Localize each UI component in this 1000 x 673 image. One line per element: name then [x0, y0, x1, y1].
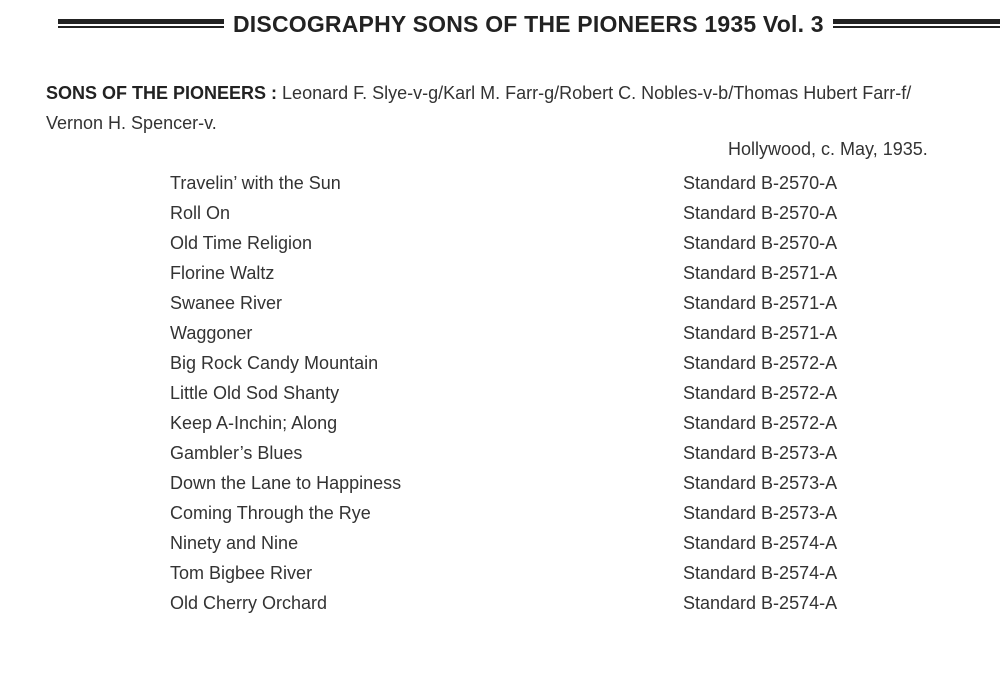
- track-issue: Standard B-2571-A: [683, 262, 838, 283]
- track-row: [170, 438, 870, 468]
- track-issue: Standard B-2574-A: [683, 532, 838, 553]
- track-row: [170, 498, 870, 528]
- track-row: [170, 258, 870, 288]
- track-row: [170, 228, 870, 258]
- track-row: [170, 558, 870, 588]
- track-title: Little Old Sod Shanty: [170, 382, 340, 403]
- track-issue: Standard B-2570-A: [683, 172, 838, 193]
- track-row: [170, 588, 870, 618]
- header-rule-right: [833, 18, 1000, 30]
- track-issue: Standard B-2572-A: [683, 382, 838, 403]
- session-location-date: Hollywood, c. May, 1935.: [728, 139, 928, 159]
- track-title: Big Rock Candy Mountain: [170, 352, 379, 373]
- members-line-1: Leonard F. Slye-v-g/Karl M. Farr-g/Robert C. Nobles-v-b/Thomas Hubert Farr-f/: [282, 83, 912, 103]
- track-title: Ninety and Nine: [170, 532, 299, 553]
- track-issue: Standard B-2572-A: [683, 412, 838, 433]
- track-issue: Standard B-2571-A: [683, 322, 838, 343]
- track-title: Waggoner: [170, 322, 253, 343]
- personnel-block: [46, 78, 946, 138]
- track-issue: Standard B-2571-A: [683, 292, 838, 313]
- track-title: Swanee River: [170, 292, 283, 313]
- track-title: Travelin’ with the Sun: [170, 172, 341, 193]
- group-name: SONS OF THE PIONEERS :: [46, 83, 278, 103]
- track-row: [170, 288, 870, 318]
- track-title: Gambler’s Blues: [170, 442, 303, 463]
- track-issue: Standard B-2570-A: [683, 202, 838, 223]
- track-title: Down the Lane to Happiness: [170, 472, 402, 493]
- track-title: Old Cherry Orchard: [170, 592, 328, 613]
- header-rule-left: [58, 18, 224, 30]
- track-issue: Standard B-2573-A: [683, 442, 838, 463]
- track-issue: Standard B-2574-A: [683, 562, 838, 583]
- page-header: [58, 6, 1000, 42]
- members-line-2: Vernon H. Spencer-v.: [46, 113, 217, 133]
- track-row: [170, 348, 870, 378]
- track-title: Roll On: [170, 202, 231, 223]
- track-issue: Standard B-2573-A: [683, 502, 838, 523]
- track-title: Tom Bigbee River: [170, 562, 313, 583]
- track-issue: Standard B-2572-A: [683, 352, 838, 373]
- track-issue: Standard B-2574-A: [683, 592, 838, 613]
- track-row: [170, 168, 870, 198]
- track-issue: Standard B-2570-A: [683, 232, 838, 253]
- track-row: [170, 318, 870, 348]
- track-title: Coming Through the Rye: [170, 502, 371, 523]
- page-title: DISCOGRAPHY SONS OF THE PIONEERS 1935 Vol. 3: [233, 10, 824, 37]
- track-list: [170, 168, 870, 618]
- track-title: Florine Waltz: [170, 262, 275, 283]
- track-row: [170, 408, 870, 438]
- track-row: [170, 378, 870, 408]
- track-row: [170, 528, 870, 558]
- track-row: [170, 198, 870, 228]
- track-title: Keep A-Inchin; Along: [170, 412, 338, 433]
- track-title: Old Time Religion: [170, 232, 313, 253]
- track-issue: Standard B-2573-A: [683, 472, 838, 493]
- track-row: [170, 468, 870, 498]
